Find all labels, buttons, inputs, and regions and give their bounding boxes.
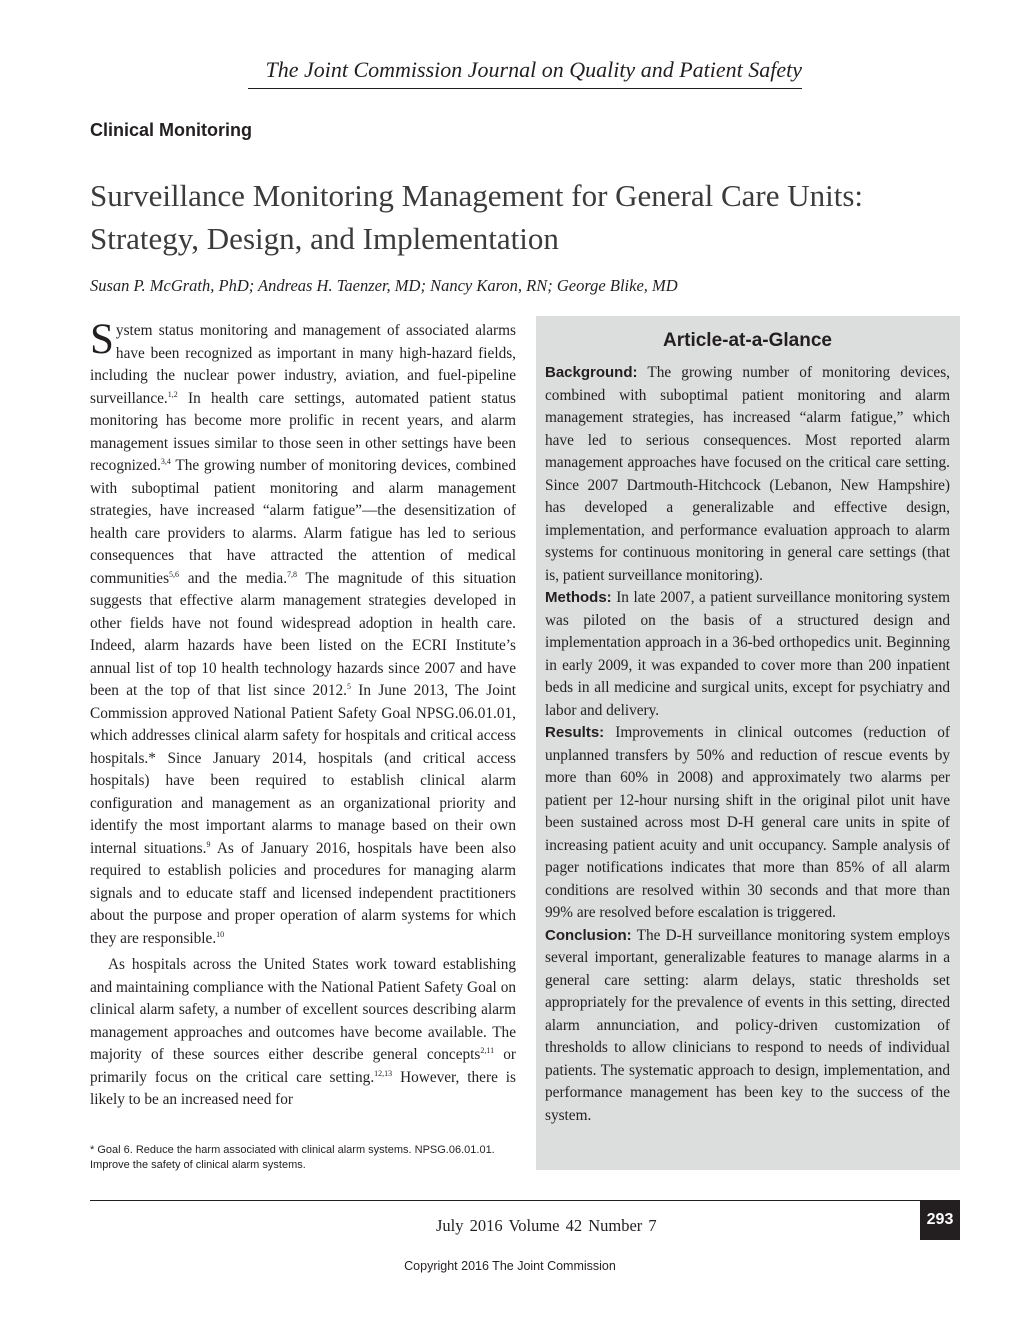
section-label: Clinical Monitoring <box>90 120 252 140</box>
methods-text: In late 2007, a patient surveillance monitoring system was piloted on the basis of a structured design and implementation approach in a 36-bed orthopedics unit. Beginning in early 2009, it was expanded to cover more than 200 inpatient beds in all medicine and surgical units, except for psychiatry and labor and delivery. <box>545 589 950 719</box>
reference-marker: 5,6 <box>169 569 180 579</box>
glance-title: Article-at-a-Glance <box>663 330 832 351</box>
body-column <box>90 316 517 1112</box>
issue-info: July 2016 Volume 42 Number 7 <box>436 1216 657 1235</box>
article-title <box>90 174 970 260</box>
reference-marker: 1,2 <box>167 389 178 399</box>
drop-cap: S <box>90 316 114 363</box>
body-text: or primarily focus on the critical care setting. <box>90 1046 516 1086</box>
reference-marker: 3,4 <box>160 456 171 466</box>
body-paragraph-2 <box>90 954 516 1112</box>
body-text: As hospitals across the United States work toward establishing and maintaining compliance with the National Patient Safety Goal on clinical alarm safety, a number of excellent sources describing alarm management approaches and outcomes have become available. The majority of these sources either describe general concepts <box>90 956 516 1063</box>
background-label: Background: <box>545 364 638 381</box>
body-paragraph-1 <box>90 316 517 950</box>
journal-header: The Joint Commission Journal on Quality and Patient Safety <box>248 56 802 89</box>
body-text: The magnitude of this situation suggests that effective alarm management strategies developed in other fields have not found widespread adoption in health care. Indeed, alarm hazards have been listed on the ECRI Institute’s annual list of top 10 health technology hazards since 2007 and have been at the top of that list since 2012. <box>90 569 516 699</box>
body-text: However, there is likely to be an increased need for <box>90 1068 516 1108</box>
title-line-2: Strategy, Design, and Implementation <box>90 221 559 256</box>
body-text: The growing number of monitoring devices, combined with suboptimal patient monitoring and alarm management strategies, have increased “alarm fatigue”—the desensitization of health care providers to alarms. Alarm fatigue has led to serious consequences that have attracted the attention of medical communities <box>90 457 516 587</box>
reference-marker: 2,11 <box>480 1045 495 1055</box>
conclusion-label: Conclusion: <box>545 926 632 944</box>
background-text: The growing number of monitoring devices, combined with suboptimal patient monitoring and alarm management strategies, has increased “alarm fatigue,” which have led to serious consequences. Most reported alarm management approaches have focused on the critical care setting. Since 2007 Dartmouth-Hitchcock (Lebanon, New Hampshire) has developed a generalizable and effective design, implementation, and performance evaluation approach to alarm systems for continuous monitoring in general care settings (that is, patient surveillance monitoring). <box>545 364 950 584</box>
results-text: Improvements in clinical outcomes (reduction of unplanned transfers by 50% and reduction of rescue events by more than 60% in 2008) and approximately two alarms per patient per 12-hour nursing shift in the original pilot unit have been sustained across most D-H general care units in spite of increasing patient acuity and unit occupancy. Sample analysis of pager notifications indicates that more than 85% of all alarm conditions are resolved within 30 seconds and that more than 99% are resolved before escalation is triggered. <box>545 724 950 921</box>
body-text: ystem status monitoring and management of associated alarms have been recognized as important in many high-hazard fields, including the nuclear power industry, aviation, and fuel-pipeline surveillance. <box>90 322 516 407</box>
reference-marker: 10 <box>216 929 225 939</box>
author-list: Susan P. McGrath, PhD; Andreas H. Taenzer, MD; Nancy Karon, RN; George Blike, MD <box>90 276 678 295</box>
page-number: 293 <box>920 1200 960 1240</box>
body-text: In June 2013, The Joint Commission approved National Patient Safety Goal NPSG.06.01.01, which addresses clinical alarm safety for hospitals and critical access hospitals.* Since January 2014, hospitals (and critical access hospitals) have been required to establish clinical alarm configuration and management as an organizational priority and identify the most important alarms to manage based on their own internal situations. <box>90 682 516 857</box>
body-text: and the media. <box>179 569 288 587</box>
methods-label: Methods: <box>545 589 612 606</box>
reference-marker: 9 <box>206 839 211 849</box>
conclusion-text: The D-H surveillance monitoring system employs several important, generalizable features to manage alarms in a general care setting: alarm delays, static thresholds set appropriately for the prevalence of events in this setting, directed alarm annunciation, and policy-driven customization of thresholds to allow clinicians to respond to needs of individual patients. The systematic approach to design, implementation, and performance management has been key to the success of the system. <box>545 926 950 1124</box>
glance-conclusion <box>545 925 950 1128</box>
reference-marker: 5 <box>346 681 351 691</box>
reference-marker: 12,13 <box>374 1068 393 1078</box>
glance-background <box>545 362 950 587</box>
glance-results <box>545 722 950 925</box>
footnote: * Goal 6. Reduce the harm associated with clinical alarm systems. NPSG.06.01.01. Improve the safety of clinical alarm systems. <box>90 1144 495 1171</box>
body-text: As of January 2016, hospitals have been also required to establish policies and procedures for managing alarm signals and to educate staff and licensed independent practitioners about the purpose and proper operation of alarm systems for which they are responsible. <box>90 839 517 947</box>
footer-divider <box>90 1200 960 1201</box>
glance-methods <box>545 587 950 722</box>
copyright-notice: Copyright 2016 The Joint Commission <box>404 1259 616 1273</box>
results-label: Results: <box>545 724 605 741</box>
title-line-1: Surveillance Monitoring Management for General Care Units: <box>90 178 864 213</box>
reference-marker: 7,8 <box>287 569 298 579</box>
article-at-a-glance-box <box>536 316 960 1170</box>
body-text: In health care settings, automated patient status monitoring has become more prolific in recent years, and alarm management issues similar to those seen in other settings have been recognized. <box>90 389 516 474</box>
